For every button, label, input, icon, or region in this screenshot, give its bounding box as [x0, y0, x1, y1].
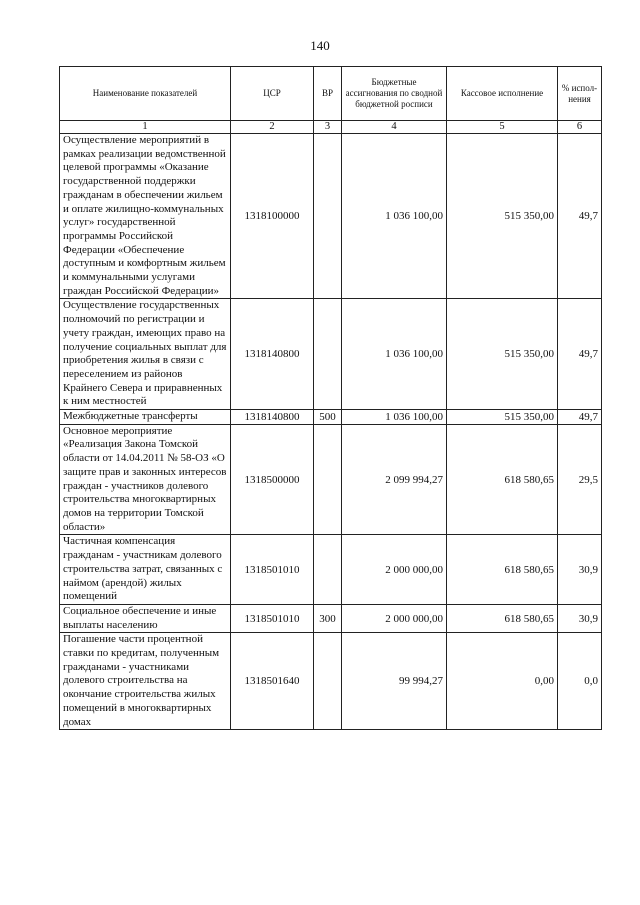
row-vr: [314, 633, 342, 730]
row-cash: 0,00: [447, 633, 558, 730]
row-budget: 1 036 100,00: [342, 134, 447, 299]
column-number: 6: [558, 121, 602, 134]
column-number: 1: [60, 121, 231, 134]
row-csr: 1318140800: [231, 410, 314, 425]
row-name: Социальное обеспечение и иные выплаты населению: [60, 604, 231, 632]
row-csr: 1318501010: [231, 604, 314, 632]
table-row: [60, 633, 602, 730]
column-number-row: [60, 121, 602, 134]
header-csr: ЦСР: [231, 67, 314, 121]
header-vr: ВР: [314, 67, 342, 121]
row-percent: 49,7: [558, 134, 602, 299]
row-csr: 1318100000: [231, 134, 314, 299]
row-percent: 30,9: [558, 604, 602, 632]
row-percent: 0,0: [558, 633, 602, 730]
row-budget: 2 099 994,27: [342, 424, 447, 535]
row-cash: 515 350,00: [447, 299, 558, 410]
table-row: [60, 134, 602, 299]
row-name: Осуществление государственных полномочий по регистрации и учету граждан, имеющих право на получение социальных выплат для приобретения жилья в связи с переселением из районов Крайнего Севера и приравненных к ним местностей: [60, 299, 231, 410]
budget-execution-table: [59, 66, 602, 730]
row-csr: 1318140800: [231, 299, 314, 410]
row-budget: 2 000 000,00: [342, 604, 447, 632]
row-percent: 29,5: [558, 424, 602, 535]
row-percent: 49,7: [558, 299, 602, 410]
row-budget: 1 036 100,00: [342, 410, 447, 425]
row-csr: 1318501640: [231, 633, 314, 730]
column-number: 2: [231, 121, 314, 134]
row-percent: 30,9: [558, 535, 602, 605]
table-row: [60, 535, 602, 605]
row-budget: 1 036 100,00: [342, 299, 447, 410]
row-cash: 515 350,00: [447, 134, 558, 299]
row-cash: 515 350,00: [447, 410, 558, 425]
table-row: [60, 299, 602, 410]
column-number: 3: [314, 121, 342, 134]
column-number: 4: [342, 121, 447, 134]
header-name: Наименование показателей: [60, 67, 231, 121]
table-header-row: [60, 67, 602, 121]
page-number: 140: [310, 38, 330, 53]
header-budget: Бюджетные ассигнования по сводной бюджетной росписи: [342, 67, 447, 121]
row-percent: 49,7: [558, 410, 602, 425]
row-budget: 99 994,27: [342, 633, 447, 730]
row-vr: [314, 424, 342, 535]
header-cash: Кассовое исполнение: [447, 67, 558, 121]
row-budget: 2 000 000,00: [342, 535, 447, 605]
row-csr: 1318500000: [231, 424, 314, 535]
row-name: Погашение части процентной ставки по кредитам, полученным гражданами - участниками долевого строительства на окончание строительства жилых помещений в многоквартирных домах: [60, 633, 231, 730]
row-cash: 618 580,65: [447, 424, 558, 535]
row-vr: 500: [314, 410, 342, 425]
row-vr: [314, 535, 342, 605]
table-row: [60, 604, 602, 632]
row-name: Межбюджетные трансферты: [60, 410, 231, 425]
column-number: 5: [447, 121, 558, 134]
row-vr: [314, 134, 342, 299]
row-cash: 618 580,65: [447, 535, 558, 605]
row-name: Осуществление мероприятий в рамках реализации ведомственной целевой программы «Оказание государственной поддержки гражданам в обеспечении жильем и оплате жилищно-коммунальных услуг» государственной программы Российской Федерации «Обеспечение доступным и комфортным жильем и коммунальными услугами граждан Российской Федерации»: [60, 134, 231, 299]
row-vr: [314, 299, 342, 410]
table-row: [60, 424, 602, 535]
row-name: Основное мероприятие «Реализация Закона Томской области от 14.04.2011 № 58-ОЗ «О защите прав и законных интересов граждан - участников долевого строительства многоквартирных домов на территории Томской области»: [60, 424, 231, 535]
table-row: [60, 410, 602, 425]
row-name: Частичная компенсация гражданам - участникам долевого строительства затрат, связанных с наймом (арендой) жилых помещений: [60, 535, 231, 605]
row-cash: 618 580,65: [447, 604, 558, 632]
header-percent: % испол-нения: [558, 67, 602, 121]
row-csr: 1318501010: [231, 535, 314, 605]
row-vr: 300: [314, 604, 342, 632]
